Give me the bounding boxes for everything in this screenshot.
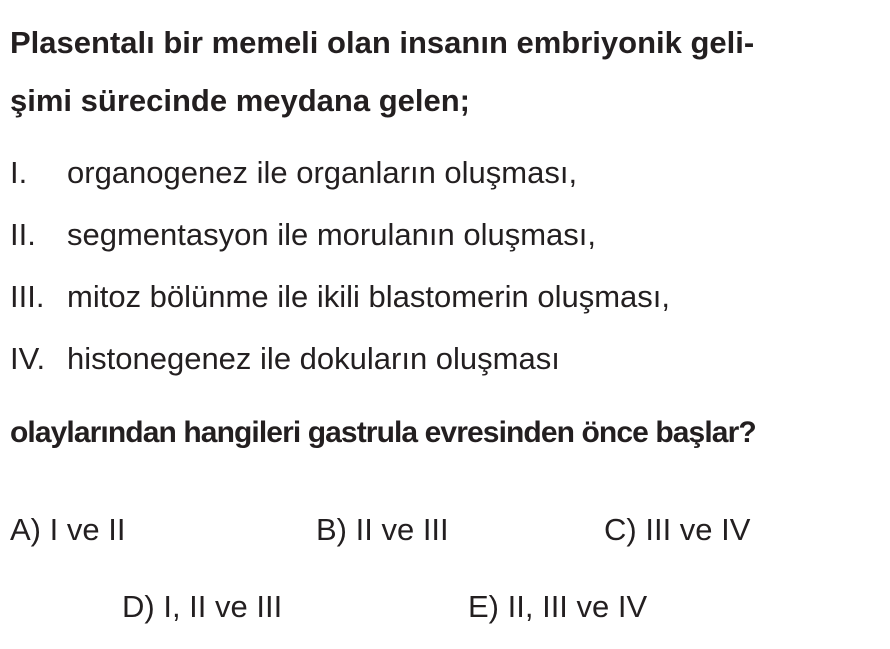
option-text: I ve II [49, 512, 126, 547]
statement-item-3 [10, 266, 870, 328]
statement-text: segmentasyon ile morulanın oluşması, [67, 217, 596, 252]
option-letter: D) [122, 589, 155, 624]
statement-numeral: III. [10, 279, 45, 314]
statement-numeral: II. [10, 217, 36, 252]
option-text: II, III ve IV [507, 589, 648, 624]
answer-option-e[interactable] [468, 589, 647, 625]
question-prompt: olaylarından hangileri gastrula evresinden önce başlar? [10, 416, 756, 449]
option-letter: A) [10, 512, 41, 547]
statement-item-2 [10, 204, 870, 266]
statement-item-4 [10, 328, 870, 390]
statement-numeral: I. [10, 155, 28, 190]
option-letter: E) [468, 589, 499, 624]
answer-option-b[interactable] [316, 512, 449, 548]
option-text: II ve III [355, 512, 449, 547]
statement-text: organogenez ile organların oluşması, [67, 155, 578, 190]
stem-line-1: Plasentalı bir memeli olan insanın embriyonik geli- [10, 25, 755, 60]
statement-item-1 [10, 142, 870, 204]
option-letter: B) [316, 512, 347, 547]
option-letter: C) [604, 512, 637, 547]
statement-list [10, 142, 870, 390]
option-text: III ve IV [645, 512, 751, 547]
answer-option-d[interactable] [122, 589, 282, 625]
option-text: I, II ve III [163, 589, 283, 624]
answer-option-c[interactable] [604, 512, 750, 548]
stem-line-2: şimi sürecinde meydana gelen; [10, 83, 471, 118]
statement-text: histonegenez ile dokuların oluşması [67, 341, 560, 376]
statement-text: mitoz bölünme ile ikili blastomerin oluşması, [67, 279, 671, 314]
question-stem [10, 14, 870, 130]
answer-option-a[interactable] [10, 512, 125, 548]
statement-numeral: IV. [10, 341, 46, 376]
